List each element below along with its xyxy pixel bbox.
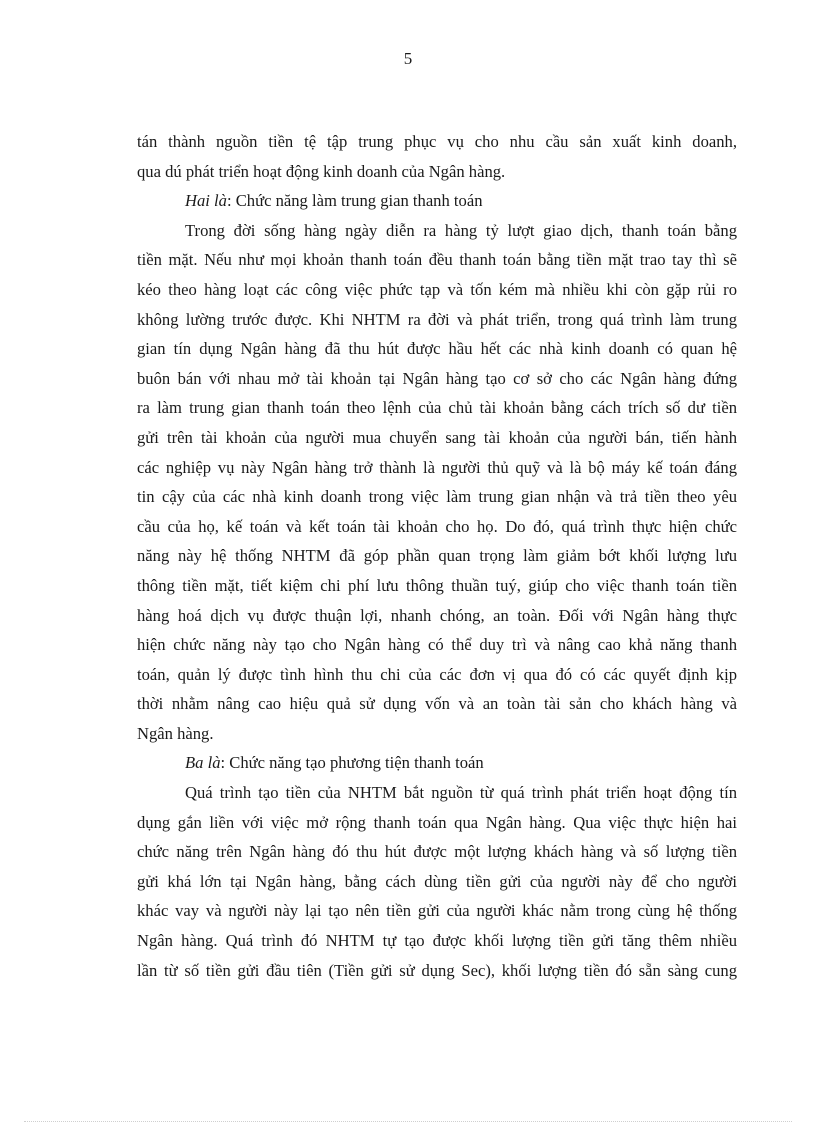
- section-heading-hai-la: [137, 186, 737, 216]
- text-line: Quá trình tạo tiền của NHTM bắt nguồn từ quá trình phát triển hoạt động tín: [185, 783, 737, 803]
- text-line: toán, quản lý được tình hình thu chi của các đơn vị qua đó có các quyết định kịp: [137, 664, 737, 684]
- text-line: Ngân hàng.: [137, 723, 214, 743]
- document-body: [137, 127, 737, 985]
- paragraph-payment-intermediary: [137, 216, 737, 749]
- text-line: khác vay và người này lại tạo nên tiền gửi của người khác nằm trong cùng hệ thống: [137, 901, 737, 921]
- text-line: năng này hệ thống NHTM đã góp phần quan trọng làm giảm bớt khối lượng lưu: [137, 546, 737, 566]
- section-heading-ba-la: [137, 748, 737, 778]
- text-line: buôn bán với nhau mở tài khoản tại Ngân hàng tạo cơ sở cho các Ngân hàng đứng: [137, 368, 737, 388]
- text-line: tin cậy của các nhà kinh doanh trong việc làm trung gian nhận và trả tiền theo yêu: [137, 487, 737, 507]
- text-line: qua dú phát triển hoạt động kinh doanh của Ngân hàng.: [137, 161, 506, 181]
- text-line: cầu của họ, kế toán và kết toán tài khoản cho họ. Do đó, quá trình thực hiện chức: [137, 516, 737, 536]
- text-line: các nghiệp vụ này Ngân hàng trở thành là người thủ quỹ và là bộ máy kế toán đáng: [137, 457, 737, 477]
- text-line: Trong đời sống hàng ngày diễn ra hàng tỷ lượt giao dịch, thanh toán bằng: [185, 220, 737, 240]
- heading-lead: Hai là: [185, 191, 227, 211]
- text-line: hiện chức năng này tạo cho Ngân hàng có thể duy trì và nâng cao khả năng thanh: [137, 635, 737, 655]
- text-line: gửi trên tài khoản của người mua chuyển sang tài khoản của người bán, tiến hành: [137, 427, 737, 447]
- text-line: gửi khá lớn tại Ngân hàng, bằng cách dùng tiền gửi của người này để cho người: [137, 871, 737, 891]
- heading-rest: : Chức năng làm trung gian thanh toán: [226, 191, 483, 211]
- text-line: Ngân hàng. Quá trình đó NHTM tự tạo được khối lượng tiền gửi tăng thêm nhiều: [137, 931, 737, 951]
- paragraph-money-creation: [137, 778, 737, 985]
- text-line: chức năng trên Ngân hàng đó thu hút được một lượng khách hàng và số lượng tiền: [137, 842, 737, 862]
- text-line: gian tín dụng Ngân hàng đã thu hút được hầu hết các nhà kinh doanh có quan hệ: [137, 339, 737, 359]
- text-line: thời nhằm nâng cao hiệu quả sử dụng vốn và an toàn tài sản cho khách hàng và: [137, 694, 737, 714]
- text-line: thông tiền mặt, tiết kiệm chi phí lưu thông thuần tuý, giúp cho việc thanh toán tiền: [137, 575, 737, 595]
- paragraph-continuation: [137, 127, 737, 186]
- text-line: tiền mặt. Nếu như mọi khoản thanh toán đều thanh toán bằng tiền mặt trao tay thì sẽ: [137, 250, 737, 270]
- text-line: dụng gắn liền với việc mở rộng thanh toán qua Ngân hàng. Qua việc thực hiện hai: [137, 812, 737, 832]
- text-line: ra làm trung gian thanh toán theo lệnh của chủ tài khoản bằng cách trích số dư tiền: [137, 398, 737, 418]
- text-line: hàng hoá dịch vụ được thuận lợi, nhanh chóng, an toàn. Đối với Ngân hàng thực: [137, 605, 737, 625]
- heading-lead: Ba là: [185, 753, 221, 773]
- page-bottom-divider: [24, 1121, 792, 1122]
- page-number: 5: [403, 49, 413, 68]
- text-line: lần từ số tiền gửi đầu tiên (Tiền gửi sử dụng Sec), khối lượng tiền đó sẵn sàng cung: [137, 960, 737, 980]
- text-line: không lường trước được. Khi NHTM ra đời và phát triển, trong quá trình làm trung: [137, 309, 737, 329]
- heading-rest: : Chức năng tạo phương tiện thanh toán: [220, 753, 484, 773]
- text-line: kéo theo hàng loạt các công việc phức tạp và tốn kém mà nhiều khi còn gặp rủi ro: [137, 279, 737, 299]
- text-line: tán thành nguồn tiền tệ tập trung phục vụ cho nhu cầu sản xuất kinh doanh,: [137, 132, 737, 151]
